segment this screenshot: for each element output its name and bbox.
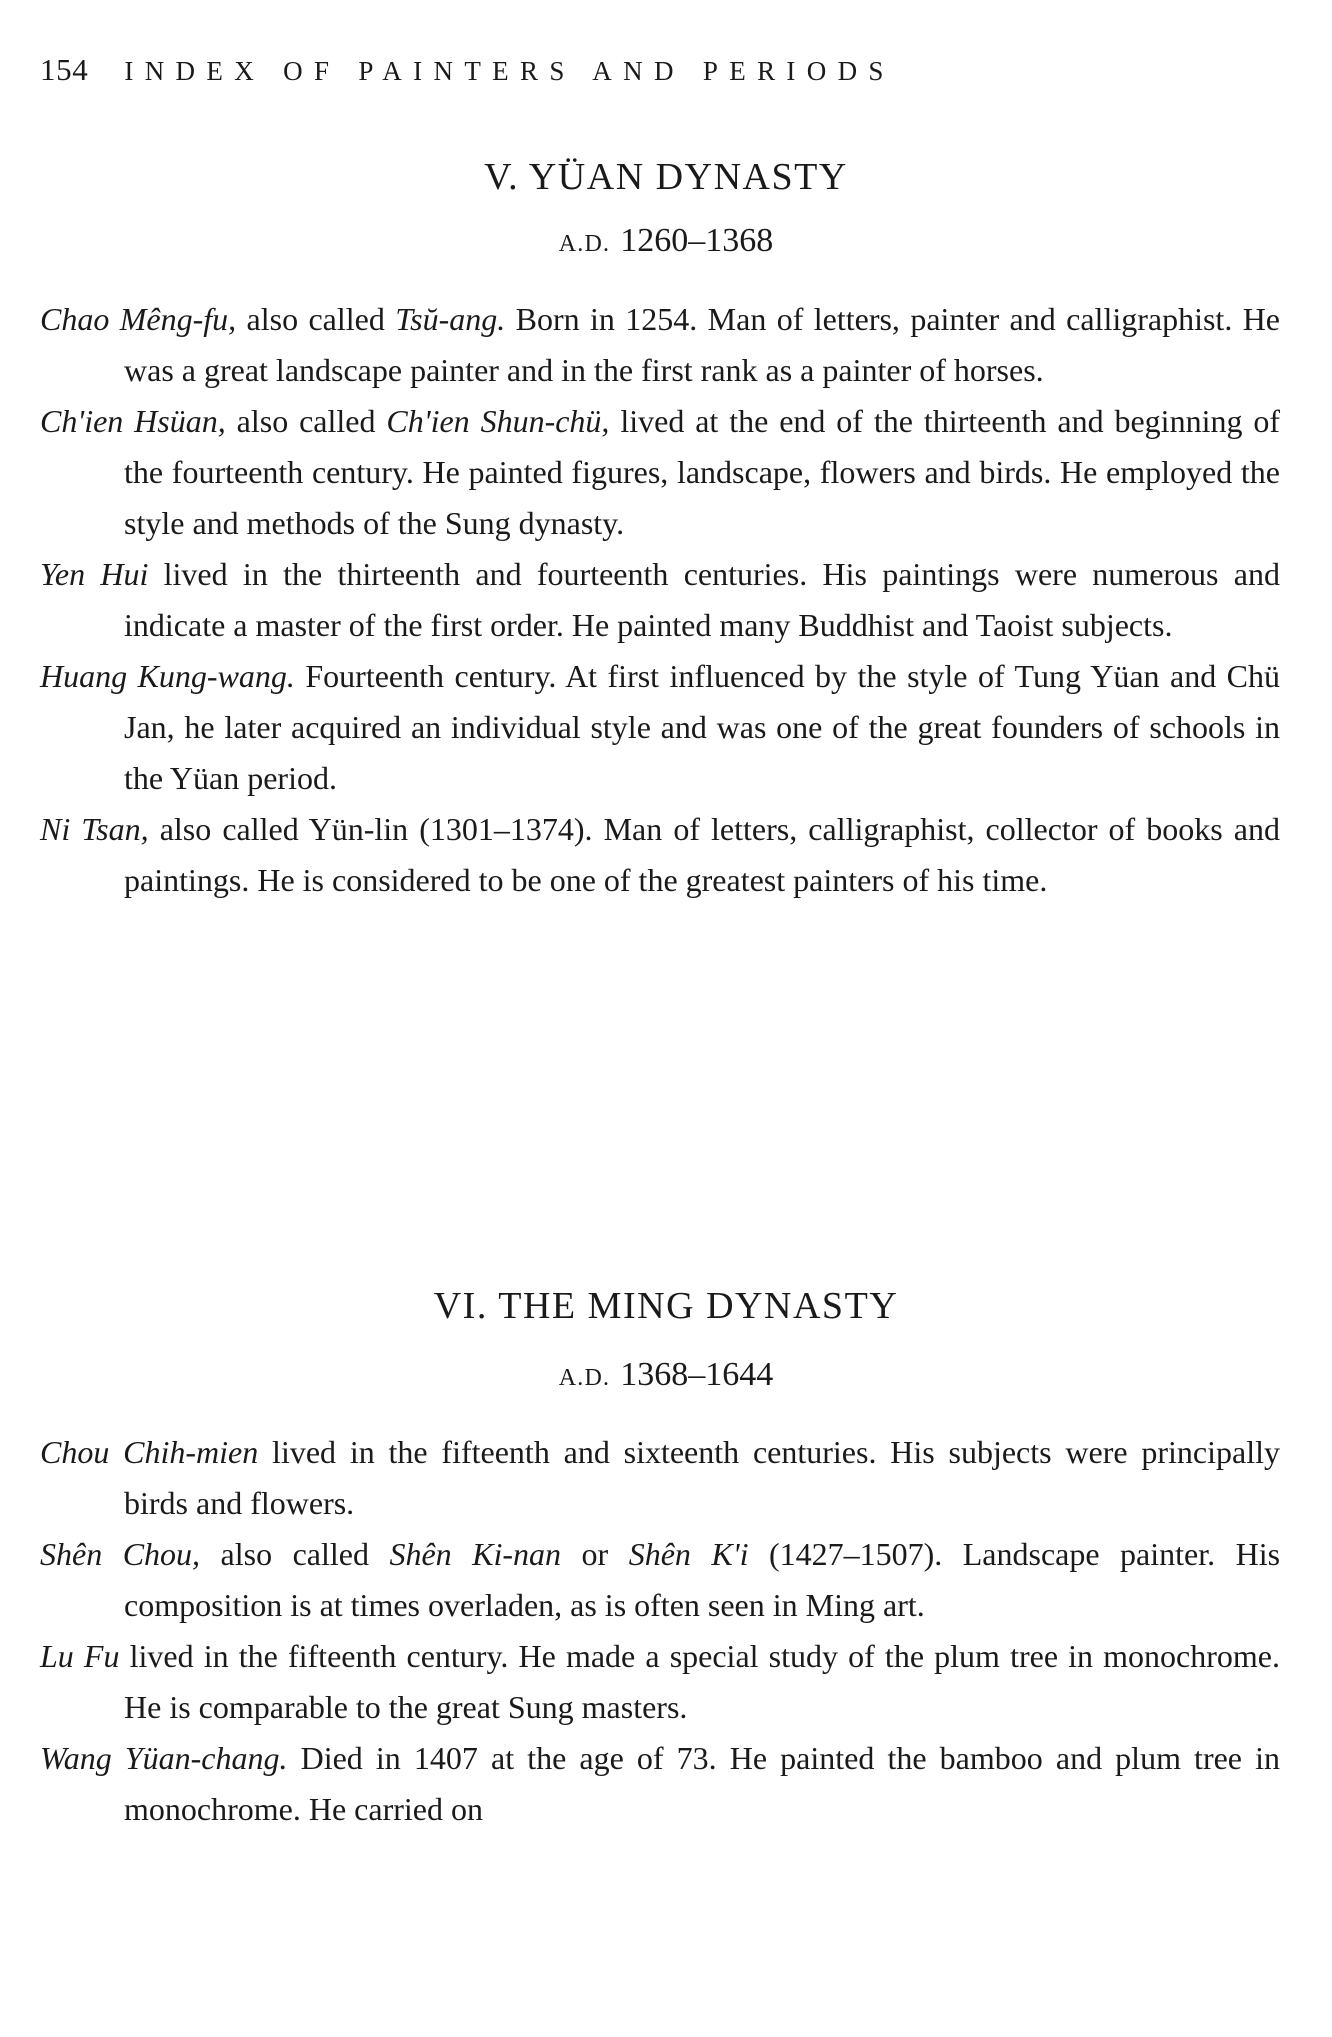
painter-entry [40, 1631, 1280, 1733]
ad-label: A.D. [558, 1365, 611, 1391]
running-title: INDEX OF PAINTERS AND PERIODS [124, 56, 895, 86]
entry-text-part: Shên Chou, [40, 1536, 201, 1572]
entry-text-part: Fourteenth century. At first influenced by the style of Tung Yüan and Chü Jan, he later acquired an individual style and was one of the great founders of schools in the Yüan period. [124, 658, 1281, 796]
ad-label: A.D. [558, 231, 611, 257]
painter-entry [40, 1427, 1280, 1529]
entry-text-part: Yen Hui [40, 556, 149, 592]
date-range: 1368–1644 [620, 1356, 774, 1393]
entry-text-part: also called [200, 1536, 390, 1572]
entry-text-part: Tsŭ-ang. [395, 301, 506, 337]
painter-entry [40, 1529, 1280, 1631]
entry-text-part: also called [236, 301, 396, 337]
entry-text-part: lived in the fifteenth century. He made a special study of the plum tree in monochrome. He is comparable to the great Sung masters. [119, 1638, 1281, 1725]
entry-text-part: or [561, 1536, 629, 1572]
painter-entry [40, 294, 1280, 396]
entry-text-part: Wang Yüan-chang. [40, 1740, 288, 1776]
entry-text-part: Shên Ki-nan [389, 1536, 562, 1572]
entry-text-part: Ch'ien Hsüan, [40, 403, 226, 439]
entry-text-part: Chou Chih-mien [40, 1434, 259, 1470]
entry-text-part: Ch'ien Shun-chü, [386, 403, 610, 439]
section-title-yuan: V. YÜAN DYNASTY [484, 156, 848, 198]
entry-text-part: Lu Fu [40, 1638, 120, 1674]
entry-text-part: lived at the end of the thirteenth and beginning of the fourteenth century. He painted figures, landscape, flowers and birds. He employed the style and methods of the Sung dynasty. [124, 403, 1281, 541]
painter-entry [40, 549, 1280, 651]
entry-text-part: lived in the fifteenth and sixteenth centuries. His subjects were principally birds and flowers. [124, 1434, 1281, 1521]
entry-text-part: Shên K'i [628, 1536, 749, 1572]
painter-entry [40, 651, 1280, 804]
entry-text-part: lived in the thirteenth and fourteenth centuries. His paintings were numerous and indicate a master of the first order. He painted many Buddhist and Taoist subjects. [124, 556, 1281, 643]
painter-entry [40, 1733, 1280, 1835]
entry-text-part: Ni Tsan, [40, 811, 149, 847]
painter-entry [40, 804, 1280, 906]
section-dates-yuan [0, 222, 1332, 260]
entry-text-part: Died in 1407 at the age of 73. He painted the bamboo and plum tree in monochrome. He carried on [124, 1740, 1281, 1827]
entry-text-part: Chao Mêng-fu, [40, 301, 237, 337]
section-title-ming: VI. THE MING DYNASTY [433, 1285, 899, 1327]
entry-text-part: also called [225, 403, 387, 439]
page-number: 154 [40, 52, 89, 87]
running-head [40, 52, 895, 88]
entry-list-yuan [40, 294, 1280, 906]
entry-text-part: Born in 1254. Man of letters, painter and calligraphist. He was a great landscape painter and in the first rank as a painter of horses. [124, 301, 1281, 388]
section-dates-ming [0, 1356, 1332, 1394]
entry-text-part: (1427–1507). Landscape painter. His composition is at times overladen, as is often seen in Ming art. [124, 1536, 1281, 1623]
entry-text-part: also called Yün-lin (1301–1374). Man of letters, calligraphist, collector of books and paintings. He is considered to be one of the greatest painters of his time. [124, 811, 1281, 898]
date-range: 1260–1368 [620, 222, 774, 259]
entry-list-ming [40, 1427, 1280, 1835]
painter-entry [40, 396, 1280, 549]
entry-text-part: Huang Kung-wang. [40, 658, 295, 694]
